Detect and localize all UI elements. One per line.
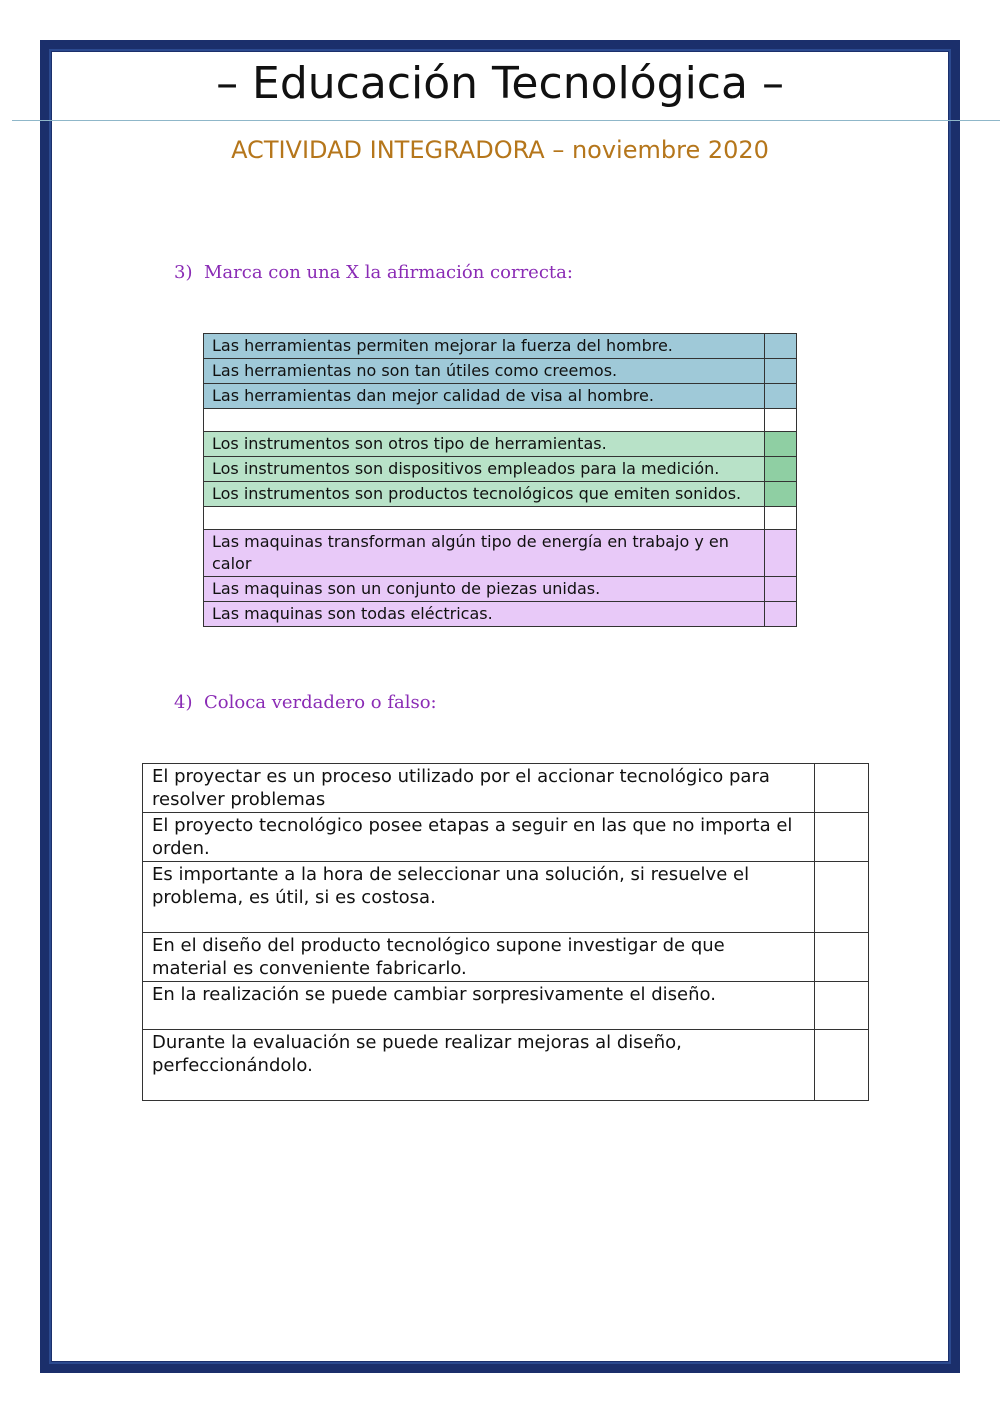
statement-cell: El proyecto tecnológico posee etapas a seguir en las que no importa el orden. xyxy=(143,813,815,862)
answer-box[interactable] xyxy=(815,982,869,1030)
page-title: – Educación Tecnológica – xyxy=(216,58,784,109)
spacer-row xyxy=(204,409,797,432)
table-row xyxy=(204,602,797,627)
statement-cell: Los instrumentos son productos tecnológicos que emiten sonidos. xyxy=(204,482,765,507)
table-row xyxy=(143,813,869,862)
statement-cell: En la realización se puede cambiar sorpresivamente el diseño. xyxy=(143,982,815,1030)
table-row xyxy=(143,862,869,933)
table-row xyxy=(204,432,797,457)
statement-cell: El proyectar es un proceso utilizado por el accionar tecnológico para resolver problemas xyxy=(143,764,815,813)
question-3-prompt: Marca con una X la afirmación correcta: xyxy=(204,262,573,283)
table-row xyxy=(143,1030,869,1101)
answer-box[interactable] xyxy=(815,933,869,982)
mark-box[interactable] xyxy=(765,359,797,384)
table-row xyxy=(143,764,869,813)
mark-box[interactable] xyxy=(765,457,797,482)
statement-cell: En el diseño del producto tecnológico supone investigar de que material es conveniente fabricarlo. xyxy=(143,933,815,982)
mark-box[interactable] xyxy=(765,432,797,457)
table-row xyxy=(204,457,797,482)
answer-box[interactable] xyxy=(815,1030,869,1101)
statement-cell: Los instrumentos son otros tipo de herramientas. xyxy=(204,432,765,457)
mark-box[interactable] xyxy=(765,482,797,507)
mark-box[interactable] xyxy=(765,530,797,577)
statement-cell: Las herramientas no son tan útiles como creemos. xyxy=(204,359,765,384)
question-3-heading xyxy=(174,262,573,283)
table-row xyxy=(143,933,869,982)
table-row xyxy=(204,359,797,384)
page-subtitle: ACTIVIDAD INTEGRADORA – noviembre 2020 xyxy=(231,136,769,164)
statement-cell: Las maquinas son todas eléctricas. xyxy=(204,602,765,627)
answer-box[interactable] xyxy=(815,813,869,862)
question-4-prompt: Coloca verdadero o falso: xyxy=(204,692,437,713)
answer-box[interactable] xyxy=(815,862,869,933)
table-row xyxy=(204,384,797,409)
statement-cell: Las herramientas dan mejor calidad de visa al hombre. xyxy=(204,384,765,409)
mark-box[interactable] xyxy=(765,384,797,409)
header-divider xyxy=(12,120,1000,121)
table-row xyxy=(204,577,797,602)
table-row xyxy=(204,334,797,359)
mark-box[interactable] xyxy=(765,577,797,602)
statement-cell: Los instrumentos son dispositivos empleados para la medición. xyxy=(204,457,765,482)
answer-box[interactable] xyxy=(815,764,869,813)
statement-cell: Las maquinas transforman algún tipo de energía en trabajo y en calor xyxy=(204,530,765,577)
statement-cell: Las herramientas permiten mejorar la fuerza del hombre. xyxy=(204,334,765,359)
spacer-row xyxy=(204,507,797,530)
question-4-heading xyxy=(174,692,437,713)
table-row xyxy=(143,982,869,1030)
statement-cell: Las maquinas son un conjunto de piezas unidas. xyxy=(204,577,765,602)
mark-box[interactable] xyxy=(765,602,797,627)
question-3-number: 3) xyxy=(174,262,193,283)
question-3-table xyxy=(203,333,797,627)
question-4-number: 4) xyxy=(174,692,193,713)
table-row xyxy=(204,530,797,577)
mark-box[interactable] xyxy=(765,334,797,359)
statement-cell: Durante la evaluación se puede realizar mejoras al diseño, perfeccionándolo. xyxy=(143,1030,815,1101)
statement-cell: Es importante a la hora de seleccionar una solución, si resuelve el problema, es útil, si es costosa. xyxy=(143,862,815,933)
question-4-table xyxy=(142,763,869,1101)
table-row xyxy=(204,482,797,507)
